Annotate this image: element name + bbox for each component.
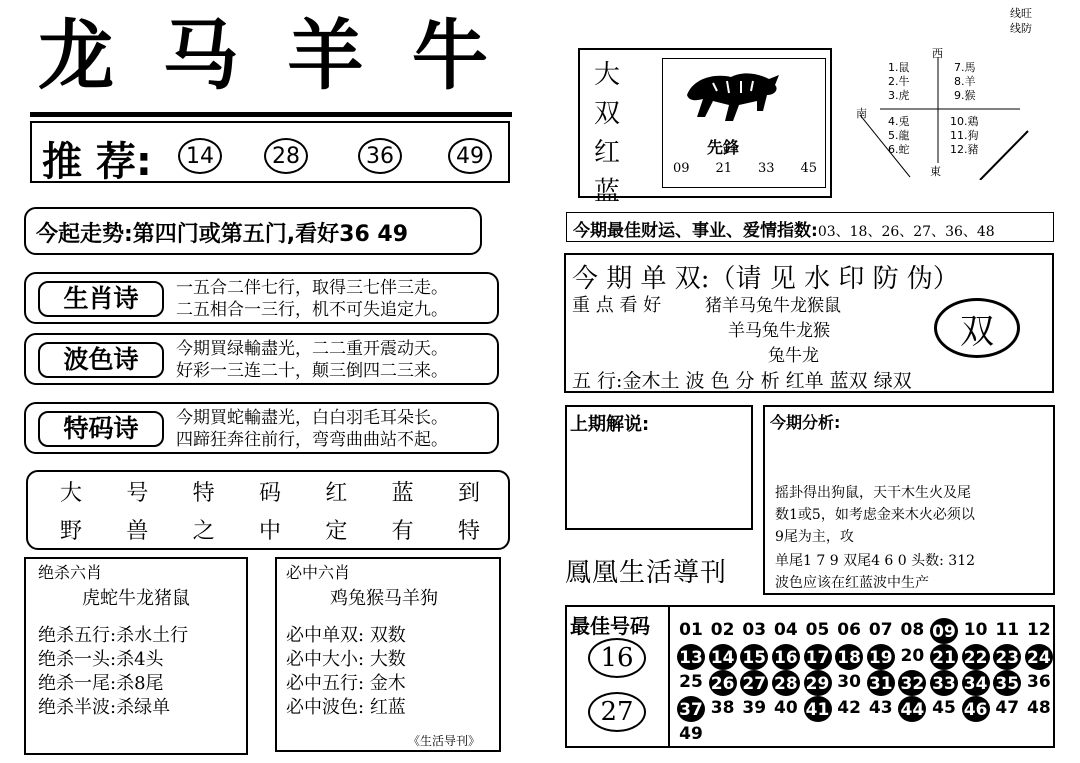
number-circled: 29 bbox=[804, 670, 832, 696]
slogan-row bbox=[60, 476, 480, 507]
poem-text bbox=[176, 338, 448, 382]
zodiac-item: 3.虎 bbox=[888, 89, 910, 102]
slogan-char: 特 bbox=[192, 481, 215, 506]
must-value: 红蓝 bbox=[369, 697, 406, 718]
analysis-text bbox=[775, 482, 975, 548]
number-item: 07 bbox=[868, 620, 893, 640]
number-item: 05 bbox=[805, 620, 830, 640]
must-key: 必中波色: bbox=[286, 697, 365, 718]
analysis-color: 波色应该在红蓝波中生产 bbox=[775, 575, 929, 591]
slogan-char: 号 bbox=[126, 481, 149, 506]
number-item: 03 bbox=[742, 620, 767, 640]
poem-text bbox=[176, 277, 448, 321]
must-footer: 《生活导刊》 bbox=[408, 734, 481, 748]
tiger-number: 21 bbox=[715, 161, 733, 176]
must-value: 大数 bbox=[369, 649, 406, 670]
best-label: 最佳号码 bbox=[570, 614, 650, 638]
recommend-number: 36 bbox=[358, 138, 402, 174]
slogan-char: 大 bbox=[60, 481, 83, 506]
poem-label: 生肖诗 bbox=[38, 281, 164, 317]
recommend-number: 28 bbox=[264, 138, 308, 174]
number-row bbox=[677, 670, 1053, 696]
number-circled: 35 bbox=[993, 670, 1021, 696]
kill-value: 杀水土行 bbox=[116, 625, 189, 646]
recommend-number: 49 bbox=[448, 138, 492, 174]
kill-key: 绝杀一头: bbox=[38, 649, 117, 670]
zodiac-item: 12.豬 bbox=[950, 143, 979, 156]
number-item: 49 bbox=[679, 724, 703, 744]
number-circled: 16 bbox=[772, 644, 800, 670]
tiger-caption: 先鋒 bbox=[707, 138, 740, 157]
number-circled: 28 bbox=[772, 670, 800, 696]
number-circled: 24 bbox=[1025, 644, 1053, 670]
number-circled: 33 bbox=[930, 670, 958, 696]
zodiac-legend bbox=[1010, 6, 1032, 36]
tiger-icon bbox=[683, 65, 783, 133]
must-six-value: 鸡兔猴马羊狗 bbox=[330, 588, 438, 609]
kill-six-label: 绝杀六肖 bbox=[38, 563, 103, 582]
focus-label: 重 点 看 好 bbox=[572, 295, 662, 316]
trend-line: 今起走势:第四门或第五门,看好36 49 bbox=[24, 207, 482, 255]
analysis-label: 今期分析: bbox=[770, 413, 841, 432]
number-item: 08 bbox=[900, 620, 925, 640]
title-char: 羊 bbox=[287, 11, 364, 100]
slogan-char: 码 bbox=[258, 481, 281, 506]
number-circled: 22 bbox=[962, 644, 990, 670]
slogan-char: 红 bbox=[325, 481, 348, 506]
odd-even-title: 今 期 单 双:（请 见 水 印 防 伪） bbox=[572, 264, 959, 294]
zodiac-item: 5.龍 bbox=[888, 129, 910, 142]
poem-label: 波色诗 bbox=[38, 342, 164, 378]
vertical-char: 大 bbox=[594, 60, 621, 90]
poem-line: 四蹄狂奔往前行，弯弯曲曲站不起。 bbox=[176, 430, 448, 450]
analysis-line: 数1或5，如考虑金来木火必须以 bbox=[775, 507, 975, 523]
must-six-label: 必中六肖 bbox=[286, 563, 351, 582]
number-row bbox=[677, 644, 1053, 670]
focus-line: 羊马兔牛龙猴 bbox=[728, 321, 830, 341]
number-circled: 44 bbox=[898, 696, 926, 722]
number-item: 36 bbox=[1027, 672, 1051, 692]
tiger-number: 33 bbox=[757, 161, 775, 176]
number-circled: 23 bbox=[993, 644, 1021, 670]
number-item: 01 bbox=[679, 620, 703, 640]
number-item: 45 bbox=[932, 698, 956, 718]
number-item: 38 bbox=[710, 698, 735, 718]
zodiac-left-top bbox=[888, 61, 910, 103]
poem-label: 特码诗 bbox=[38, 411, 164, 447]
best-pick: 16 bbox=[588, 638, 646, 678]
recommend-number: 14 bbox=[178, 138, 222, 174]
focus-line: 兔牛龙 bbox=[768, 346, 819, 366]
number-circled: 31 bbox=[867, 670, 895, 696]
number-circled: 21 bbox=[930, 644, 958, 670]
odd-even-bottom: 五 行:金木土 波 色 分 析 红单 蓝双 绿双 bbox=[572, 370, 912, 392]
index-values: 03、18、26、27、36、48 bbox=[817, 224, 995, 240]
vertical-char: 红 bbox=[594, 138, 621, 168]
poem-line: 一五合二伴七行，取得三七伴三走。 bbox=[176, 278, 448, 298]
kill-key: 绝杀一尾: bbox=[38, 673, 117, 694]
analysis-tail: 单尾1 7 9 双尾4 6 0 头数: 312 bbox=[775, 553, 976, 569]
number-circled: 09 bbox=[930, 618, 958, 644]
number-grid bbox=[677, 618, 1053, 748]
tiger-number: 09 bbox=[673, 161, 690, 176]
number-circled: 41 bbox=[804, 696, 832, 722]
number-circled: 17 bbox=[804, 644, 832, 670]
must-key: 必中大小: bbox=[286, 649, 365, 670]
number-item: 39 bbox=[742, 698, 767, 718]
poem-text bbox=[176, 407, 448, 451]
poem-zodiac bbox=[24, 272, 499, 324]
must-list bbox=[286, 624, 406, 720]
number-item: 11 bbox=[995, 620, 1020, 640]
index-line bbox=[566, 212, 1054, 242]
zodiac-right-bottom bbox=[950, 115, 979, 157]
slogan-char: 到 bbox=[457, 481, 480, 506]
number-item: 06 bbox=[837, 620, 861, 640]
last-period-label: 上期解说: bbox=[570, 414, 650, 435]
zodiac-left-bottom bbox=[888, 115, 910, 157]
poem-line: 二五相合一三行，机不可失追定九。 bbox=[176, 300, 448, 320]
number-item: 12 bbox=[1027, 620, 1051, 640]
poem-line: 今期買蛇輸盡光，白白羽毛耳朵长。 bbox=[176, 408, 448, 428]
slogan-char: 中 bbox=[258, 519, 281, 544]
recommend-label: 推 荐: bbox=[42, 139, 152, 185]
number-circled: 18 bbox=[835, 644, 863, 670]
poem-color bbox=[24, 333, 499, 385]
poem-special bbox=[24, 402, 499, 454]
kill-value: 杀8尾 bbox=[116, 673, 164, 694]
poem-line: 好彩一三连二十，颠三倒四二三来。 bbox=[176, 361, 448, 381]
number-circled: 13 bbox=[677, 644, 705, 670]
kill-key: 绝杀半波: bbox=[38, 697, 117, 718]
title-char: 龙 bbox=[38, 11, 114, 100]
zodiac-item: 7.馬 bbox=[954, 61, 976, 74]
kill-value: 杀4头 bbox=[116, 649, 164, 670]
must-value: 双数 bbox=[369, 625, 406, 646]
zodiac-item: 2.牛 bbox=[888, 75, 910, 88]
number-circled: 37 bbox=[677, 696, 705, 722]
number-item: 20 bbox=[900, 646, 925, 666]
title-char: 马 bbox=[162, 11, 239, 100]
kill-value: 杀绿单 bbox=[116, 697, 171, 718]
number-item: 48 bbox=[1027, 698, 1051, 718]
number-circled: 15 bbox=[740, 644, 768, 670]
direction-south: 南 bbox=[856, 107, 867, 120]
index-label: 今期最佳财运、事业、爱情指数: bbox=[573, 221, 818, 241]
number-circled: 34 bbox=[962, 670, 990, 696]
best-divider bbox=[668, 605, 670, 748]
must-key: 必中五行: bbox=[286, 673, 365, 694]
slogan-char: 野 bbox=[60, 519, 83, 544]
number-circled: 19 bbox=[867, 644, 895, 670]
number-circled: 26 bbox=[709, 670, 737, 696]
page-title bbox=[38, 11, 488, 100]
slogan-char: 定 bbox=[325, 519, 348, 544]
kill-six-value: 虎蛇牛龙猪鼠 bbox=[82, 588, 190, 609]
direction-east: 東 bbox=[930, 165, 941, 178]
direction-west: 西 bbox=[932, 47, 943, 60]
vertical-char: 蓝 bbox=[594, 177, 621, 207]
tiger-panel bbox=[662, 58, 826, 188]
stamp-odd-even: 双 bbox=[934, 298, 1020, 358]
zodiac-right-top bbox=[954, 61, 976, 103]
kill-key: 绝杀五行: bbox=[38, 625, 117, 646]
zodiac-item: 8.羊 bbox=[954, 75, 976, 88]
focus-line: 猪羊马兔牛龙猴鼠 bbox=[705, 296, 841, 316]
zodiac-table bbox=[856, 45, 1060, 180]
number-item: 04 bbox=[774, 620, 798, 640]
slogan-char: 特 bbox=[457, 519, 480, 544]
zodiac-item: 1.鼠 bbox=[888, 61, 910, 74]
number-circled: 14 bbox=[709, 644, 737, 670]
analysis-line: 9尾为主，攻 bbox=[775, 529, 854, 545]
number-item: 42 bbox=[837, 698, 861, 718]
number-row bbox=[677, 696, 1053, 722]
number-circled: 46 bbox=[962, 696, 990, 722]
must-value: 金木 bbox=[369, 673, 406, 694]
number-item: 10 bbox=[963, 620, 988, 640]
number-item: 25 bbox=[679, 672, 703, 692]
legend-item: 线旺 bbox=[1010, 7, 1032, 20]
analysis-line: 摇卦得出狗鼠，天干木生火及尾 bbox=[775, 485, 971, 501]
number-item: 47 bbox=[995, 698, 1020, 718]
tiger-numbers bbox=[673, 161, 817, 176]
zodiac-item: 11.狗 bbox=[950, 129, 979, 142]
number-row bbox=[677, 722, 1053, 748]
number-item: 30 bbox=[837, 672, 861, 692]
vertical-text bbox=[594, 56, 624, 212]
slogan-char: 蓝 bbox=[391, 481, 414, 506]
tiger-number: 45 bbox=[800, 161, 817, 176]
kill-list bbox=[38, 624, 188, 720]
slogan-char: 有 bbox=[391, 519, 414, 544]
brand-name: 鳳凰生活導刊 bbox=[565, 558, 728, 588]
title-divider bbox=[30, 112, 512, 117]
number-item: 02 bbox=[710, 620, 735, 640]
poem-line: 今期買绿輸盡光，二二重开震动天。 bbox=[176, 339, 448, 359]
slogan-row bbox=[60, 514, 480, 545]
slogan-char: 兽 bbox=[126, 519, 149, 544]
must-key: 必中单双: bbox=[286, 625, 365, 646]
zodiac-item: 4.兎 bbox=[888, 115, 910, 128]
zodiac-item: 6.蛇 bbox=[888, 143, 910, 156]
number-circled: 27 bbox=[740, 670, 768, 696]
slogan-char: 之 bbox=[192, 519, 215, 544]
number-item: 43 bbox=[868, 698, 893, 718]
zodiac-item: 10.鶏 bbox=[950, 115, 979, 128]
zodiac-item: 9.猴 bbox=[954, 89, 976, 102]
number-circled: 32 bbox=[898, 670, 926, 696]
number-item: 40 bbox=[774, 698, 798, 718]
title-char: 牛 bbox=[411, 11, 488, 100]
best-pick: 27 bbox=[588, 692, 646, 732]
number-row bbox=[677, 618, 1053, 644]
legend-item: 线防 bbox=[1010, 22, 1032, 35]
vertical-char: 双 bbox=[594, 99, 621, 129]
